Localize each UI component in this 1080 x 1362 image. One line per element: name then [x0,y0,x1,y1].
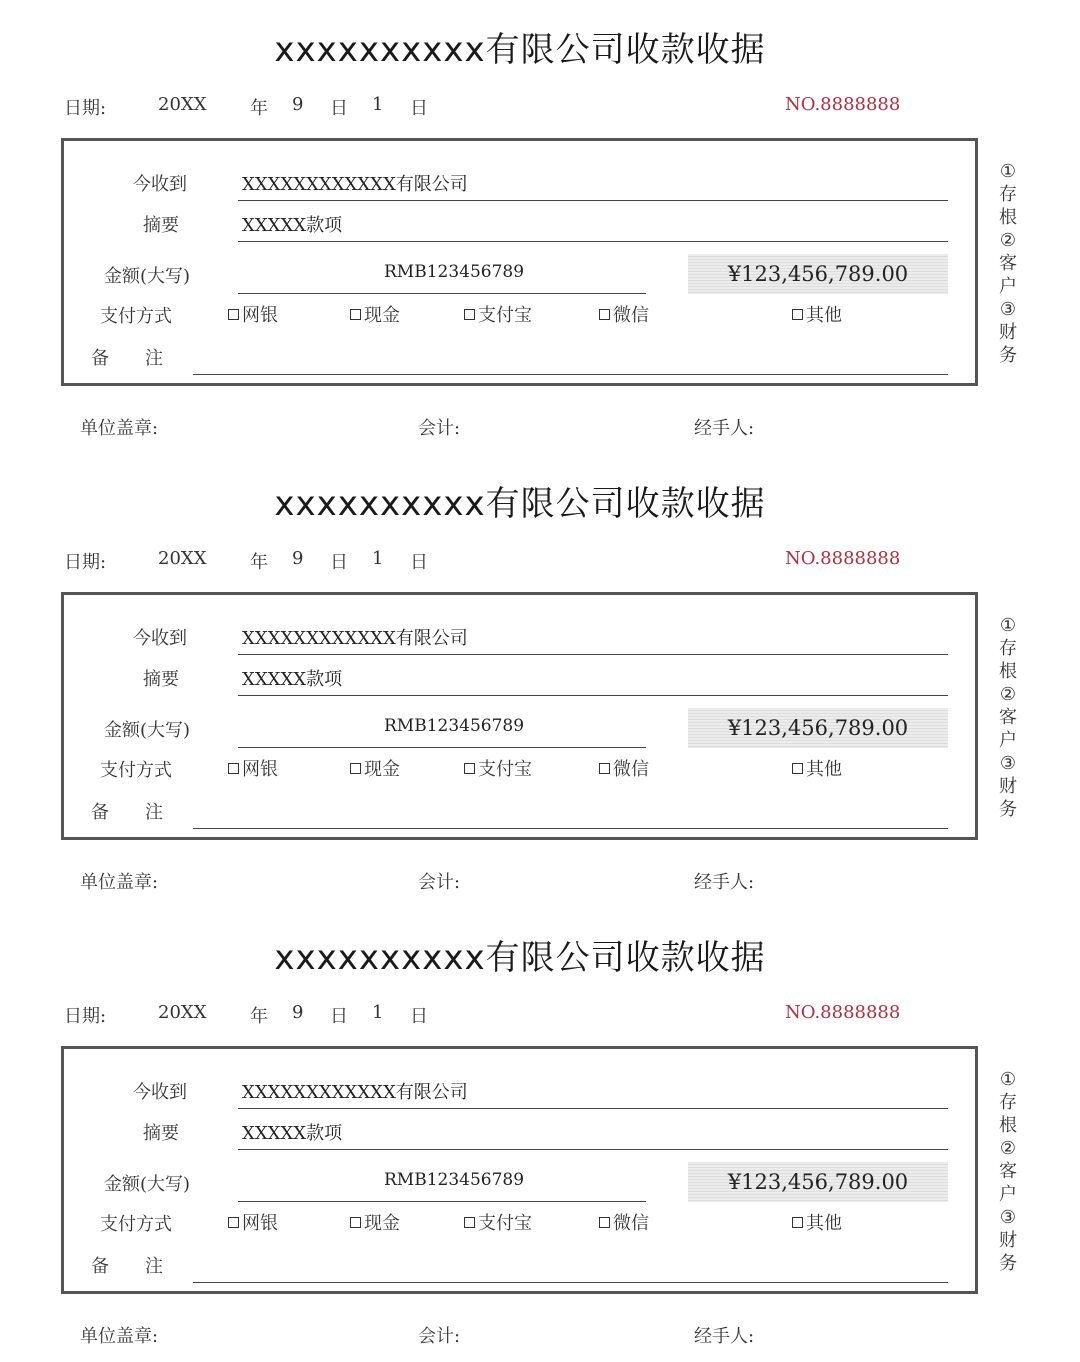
payment-option[interactable] [350,755,400,781]
copy-char: 财 [999,322,1017,343]
payment-option-label: 其他 [806,1213,842,1234]
footer-handler: 经手人: [694,1326,755,1347]
copy-designation [996,614,1020,821]
date-year-unit: 年 [250,98,268,119]
received-from-line [238,1108,948,1109]
date-label: 日期: [64,1006,107,1027]
date-month-unit: 日 [330,98,348,119]
payment-option-label: 微信 [613,759,649,780]
footer-seal: 单位盖章: [80,872,159,893]
copy-char: 财 [999,1230,1017,1251]
payment-option[interactable] [464,755,532,781]
date-day: 1 [372,548,384,569]
copy-char: 财 [999,776,1017,797]
summary-value[interactable]: XXXXX款项 [242,1123,343,1144]
payment-option-label: 网银 [242,305,278,326]
checkbox-icon[interactable] [350,1217,361,1228]
received-from-label: 今收到 [133,174,187,195]
copy-char: 户 [999,730,1017,751]
copy-char: ③ [999,1207,1017,1228]
checkbox-icon[interactable] [464,309,475,320]
footer-accountant: 会计: [418,418,461,439]
payment-option-label: 网银 [242,1213,278,1234]
payment-method-label: 支付方式 [100,760,172,781]
checkbox-icon[interactable] [792,309,803,320]
remark-label: 备 注 [91,348,163,369]
checkbox-icon[interactable] [599,1217,610,1228]
payment-option[interactable] [792,1209,842,1235]
copy-char: ② [999,1138,1017,1159]
copy-char: ① [999,161,1017,182]
footer-seal: 单位盖章: [80,1326,159,1347]
copy-char: 根 [999,1115,1017,1136]
amount-number-value: ¥123,456,789.00 [727,716,909,740]
amount-words-label: 金额(大写) [104,1174,191,1195]
copy-char: 客 [999,707,1017,728]
footer-handler: 经手人: [694,418,755,439]
receipt [0,0,1080,454]
payment-option[interactable] [228,301,278,327]
amount-number-value: ¥123,456,789.00 [727,262,909,286]
receipt [0,454,1080,908]
remark-line[interactable] [193,828,948,829]
receipt-title: xxxxxxxxxx有限公司收款收据 [274,938,766,978]
copy-char: 客 [999,253,1017,274]
payment-option[interactable] [464,301,532,327]
checkbox-icon[interactable] [350,763,361,774]
copy-designation [996,1068,1020,1275]
payment-option-label: 支付宝 [478,759,532,780]
copy-char: 客 [999,1161,1017,1182]
payment-option[interactable] [228,755,278,781]
amount-number-value: ¥123,456,789.00 [727,1170,909,1194]
payment-option[interactable] [599,1209,649,1235]
payment-option-label: 微信 [613,1213,649,1234]
footer-seal: 单位盖章: [80,418,159,439]
payment-option-label: 其他 [806,305,842,326]
date-year: 20XX [158,548,207,569]
payment-method-label: 支付方式 [100,1214,172,1235]
payment-option[interactable] [228,1209,278,1235]
checkbox-icon[interactable] [599,763,610,774]
date-year: 20XX [158,94,207,115]
payment-option-label: 现金 [364,759,400,780]
copy-char: ① [999,615,1017,636]
copy-char: 根 [999,661,1017,682]
date-day: 1 [372,1002,384,1023]
copy-char: 存 [999,638,1017,659]
copy-char: 务 [999,1253,1017,1274]
copy-char: ② [999,230,1017,251]
payment-option-label: 网银 [242,759,278,780]
payment-option[interactable] [792,755,842,781]
checkbox-icon[interactable] [228,1217,239,1228]
copy-char: ③ [999,299,1017,320]
date-label: 日期: [64,98,107,119]
amount-words-label: 金额(大写) [104,266,191,287]
copy-char: 存 [999,1092,1017,1113]
remark-label: 备 注 [91,1256,163,1277]
received-from-label: 今收到 [133,628,187,649]
payment-option[interactable] [350,301,400,327]
date-year-unit: 年 [250,1006,268,1027]
amount-words-value[interactable]: RMB123456789 [384,1170,525,1190]
payment-option-label: 其他 [806,759,842,780]
remark-line[interactable] [193,1282,948,1283]
date-month-unit: 日 [330,1006,348,1027]
payment-option-label: 现金 [364,1213,400,1234]
amount-words-label: 金额(大写) [104,720,191,741]
copy-char: 根 [999,207,1017,228]
payment-option[interactable] [599,755,649,781]
checkbox-icon[interactable] [464,1217,475,1228]
amount-words-line [238,1201,646,1202]
received-from-value[interactable]: XXXXXXXXXXXX有限公司 [242,174,468,195]
received-from-line [238,200,948,201]
date-month: 9 [292,94,304,115]
copy-designation [996,160,1020,367]
date-year: 20XX [158,1002,207,1023]
summary-value[interactable]: XXXXX款项 [242,669,343,690]
receipt-title: xxxxxxxxxx有限公司收款收据 [274,484,766,524]
checkbox-icon[interactable] [228,309,239,320]
summary-label: 摘要 [143,669,179,690]
received-from-line [238,654,948,655]
date-day-unit: 日 [410,552,428,573]
date-month: 9 [292,1002,304,1023]
payment-option-label: 现金 [364,305,400,326]
serial-number: NO.8888888 [785,94,901,115]
amount-words-line [238,293,646,294]
copy-char: 户 [999,1184,1017,1205]
summary-label: 摘要 [143,215,179,236]
summary-value[interactable]: XXXXX款项 [242,215,343,236]
copy-char: 务 [999,799,1017,820]
payment-option-label: 微信 [613,305,649,326]
checkbox-icon[interactable] [464,763,475,774]
date-label: 日期: [64,552,107,573]
amount-number-box[interactable] [688,708,948,748]
payment-option[interactable] [599,301,649,327]
payment-option[interactable] [350,1209,400,1235]
date-day-unit: 日 [410,1006,428,1027]
amount-words-value[interactable]: RMB123456789 [384,262,525,282]
date-day-unit: 日 [410,98,428,119]
remark-line[interactable] [193,374,948,375]
receipt-title: xxxxxxxxxx有限公司收款收据 [274,30,766,70]
copy-char: ① [999,1069,1017,1090]
summary-line [238,241,948,242]
amount-number-box[interactable] [688,254,948,294]
serial-number: NO.8888888 [785,1002,901,1023]
receipt [0,908,1080,1362]
checkbox-icon[interactable] [792,1217,803,1228]
remark-label: 备 注 [91,802,163,823]
copy-char: 户 [999,276,1017,297]
date-day: 1 [372,94,384,115]
footer-accountant: 会计: [418,1326,461,1347]
amount-number-box[interactable] [688,1162,948,1202]
copy-char: ② [999,684,1017,705]
summary-line [238,695,948,696]
summary-label: 摘要 [143,1123,179,1144]
checkbox-icon[interactable] [792,763,803,774]
received-from-value[interactable]: XXXXXXXXXXXX有限公司 [242,628,468,649]
serial-number: NO.8888888 [785,548,901,569]
date-year-unit: 年 [250,552,268,573]
payment-option[interactable] [464,1209,532,1235]
amount-words-line [238,747,646,748]
payment-option-label: 支付宝 [478,1213,532,1234]
checkbox-icon[interactable] [599,309,610,320]
checkbox-icon[interactable] [228,763,239,774]
summary-line [238,1149,948,1150]
received-from-label: 今收到 [133,1082,187,1103]
copy-char: ③ [999,753,1017,774]
copy-char: 务 [999,345,1017,366]
payment-option[interactable] [792,301,842,327]
footer-accountant: 会计: [418,872,461,893]
received-from-value[interactable]: XXXXXXXXXXXX有限公司 [242,1082,468,1103]
payment-method-label: 支付方式 [100,306,172,327]
checkbox-icon[interactable] [350,309,361,320]
payment-option-label: 支付宝 [478,305,532,326]
footer-handler: 经手人: [694,872,755,893]
copy-char: 存 [999,184,1017,205]
amount-words-value[interactable]: RMB123456789 [384,716,525,736]
date-month-unit: 日 [330,552,348,573]
date-month: 9 [292,548,304,569]
